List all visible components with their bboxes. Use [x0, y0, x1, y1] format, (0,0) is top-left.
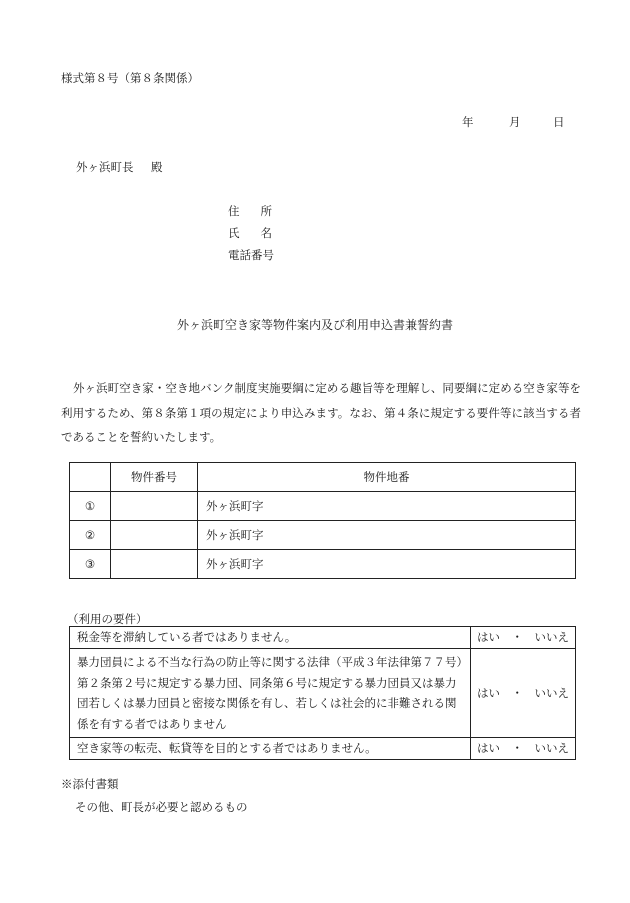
attachment-item: その他、町長が必要と認めるもの	[75, 800, 248, 814]
yes-no-choice[interactable]: はい ・ いいえ	[471, 738, 576, 760]
condition-text: 暴力団員による不当な行為の防止等に関する法律（平成３年法律第７７号）第２条第２号に規定する暴力団、同条第６号に規定する暴力団員又は暴力団若しくは暴力団員と密接な関係を有し、若しくは社会的に非難される関係を有する者ではありません	[70, 649, 471, 738]
applicant-phone-label: 電話番号	[228, 248, 274, 262]
lot-number-cell[interactable]: 外ヶ浜町字	[198, 521, 576, 550]
property-table	[69, 462, 576, 579]
header-cell-empty	[70, 463, 111, 492]
conditions-label: （利用の要件）	[67, 612, 148, 626]
addressee-honorific: 殿	[151, 160, 163, 174]
attachments-title: ※添付書類	[61, 777, 119, 791]
condition-row	[70, 738, 576, 760]
row-number: ②	[70, 521, 111, 550]
property-number-cell[interactable]	[111, 492, 198, 521]
addressee-name: 外ヶ浜町長	[76, 160, 134, 174]
lot-number-cell[interactable]: 外ヶ浜町字	[198, 550, 576, 579]
applicant-name-label: 氏 名	[228, 226, 272, 240]
condition-text: 税金等を滞納している者ではありません。	[70, 627, 471, 649]
table-row	[70, 550, 576, 579]
yes-no-choice[interactable]: はい ・ いいえ	[471, 649, 576, 738]
header-lot-number: 物件地番	[198, 463, 576, 492]
header-property-number: 物件番号	[111, 463, 198, 492]
declaration-body: 外ヶ浜町空き家・空き地バンク制度実施要綱に定める趣旨等を理解し、同要綱に定める空き家等を利用するため、第８条第１項の規定により申込みます。なお、第４条に規定する要件等に該当する者であることを誓約いたします。	[61, 381, 581, 444]
property-table-header	[70, 463, 576, 492]
date-month-label: 月	[509, 115, 521, 129]
applicant-address-label: 住 所	[228, 204, 272, 218]
conditions-table	[69, 626, 576, 760]
property-number-cell[interactable]	[111, 521, 198, 550]
row-number: ①	[70, 492, 111, 521]
table-row	[70, 492, 576, 521]
row-number: ③	[70, 550, 111, 579]
date-year-label: 年	[462, 115, 474, 129]
form-number: 様式第８号（第８条関係）	[61, 71, 199, 85]
lot-number-cell[interactable]: 外ヶ浜町字	[198, 492, 576, 521]
document-title: 外ヶ浜町空き家等物件案内及び利用申込書兼誓約書	[176, 318, 453, 332]
yes-no-choice[interactable]: はい ・ いいえ	[471, 627, 576, 649]
date-day-label: 日	[553, 115, 565, 129]
condition-row	[70, 627, 576, 649]
condition-text: 空き家等の転売、転貸等を目的とする者ではありません。	[70, 738, 471, 760]
table-row	[70, 521, 576, 550]
condition-row	[70, 649, 576, 738]
property-number-cell[interactable]	[111, 550, 198, 579]
